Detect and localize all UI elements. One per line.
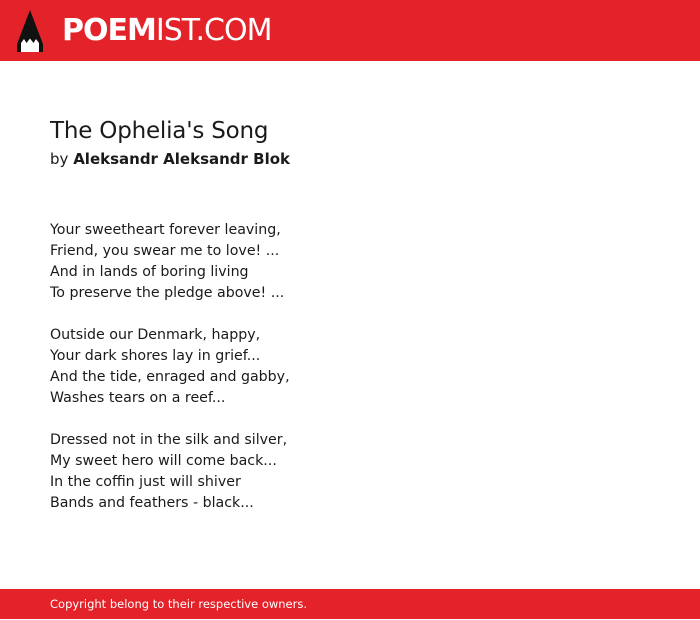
site-logo-text	[62, 10, 271, 52]
poem-line: Outside our Denmark, happy,	[50, 327, 261, 343]
poem-line: Friend, you swear me to love! ...	[50, 243, 280, 259]
poem-line: In the coffin just will shiver	[50, 474, 241, 490]
stanza	[50, 430, 650, 514]
poem-line: To preserve the pledge above! ...	[50, 285, 285, 301]
poem-line: Your sweetheart forever leaving,	[50, 222, 281, 238]
poem-line: And the tide, enraged and gabby,	[50, 369, 290, 385]
author-link[interactable]: Aleksandr Aleksandr Blok	[73, 150, 291, 168]
logo-text-light: IST.COM	[155, 13, 272, 48]
poem-line: And in lands of boring living	[50, 264, 249, 280]
stanza	[50, 325, 650, 409]
by-label: by	[50, 150, 69, 168]
poem-title: The Ophelia's Song	[50, 118, 269, 144]
stanza	[50, 220, 650, 304]
poem-body	[50, 220, 650, 514]
poem-line: Washes tears on a reef...	[50, 390, 226, 406]
site-header	[0, 0, 700, 61]
site-footer	[0, 589, 700, 619]
poem-content	[50, 115, 650, 535]
poem-line: Your dark shores lay in grief...	[50, 348, 261, 364]
poem-byline	[50, 148, 650, 170]
poem-line: Bands and feathers - black...	[50, 495, 254, 511]
site-logo-link[interactable]	[17, 10, 271, 52]
logo-text-bold: POEM	[62, 13, 156, 48]
copyright-notice: Copyright belong to their respective owners.	[50, 597, 308, 611]
poem-line: My sweet hero will come back...	[50, 453, 277, 469]
poem-line: Dressed not in the silk and silver,	[50, 432, 288, 448]
pen-nib-icon	[17, 10, 43, 52]
